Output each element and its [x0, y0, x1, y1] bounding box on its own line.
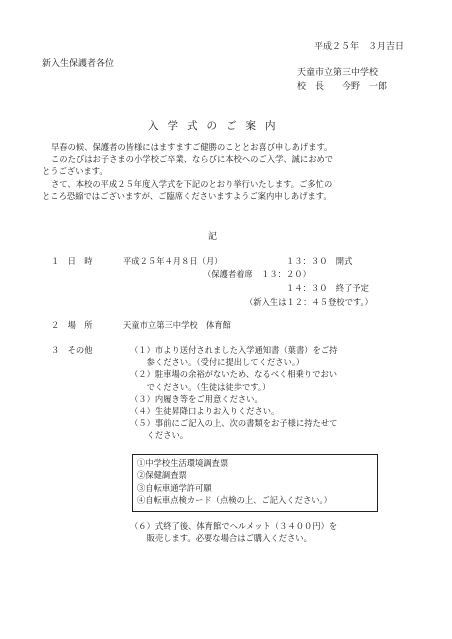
other-line: でください。（生徒は徒歩です。）: [130, 381, 271, 392]
sender-principal: 校 長 今野 一郎: [297, 82, 388, 92]
intro-line: このたびはお子さまの小学校ご卒業、ならびに本校へのご入学、誠におめで: [51, 154, 334, 165]
intro-line: 早春の候、保護者の皆様にはますますご健勝のこととお喜び申しあげます。: [51, 142, 333, 152]
other-list: [130, 344, 337, 442]
other-list-last: [130, 520, 337, 544]
document-item: ②保健調査票: [137, 470, 187, 481]
datetime-close: １４：３０ 終了予定: [286, 283, 369, 293]
recipient: 新入生保護者各位: [42, 59, 115, 69]
other-line: 参ください。（受付に提出してください。）: [130, 357, 305, 368]
place-label: ２ 場 所: [51, 320, 93, 330]
intro-paragraph: [42, 141, 333, 202]
intro-line: さて、本校の平成２５年度入学式を下記のとおり挙行いたします。ご多忙の: [51, 178, 333, 189]
sender-school: 天童市立第三中学校: [297, 68, 379, 78]
intro-line: とうございます。: [42, 166, 108, 177]
datetime-open: １３：３０ 開式: [286, 256, 353, 266]
datetime-students: （新入生は１２：４５登校です。）: [245, 297, 373, 307]
other-line: （２）駐車場の余裕がないため、なるべく相乗りでおい: [130, 369, 338, 380]
document-item: ①中学校生活環境調査票: [137, 458, 229, 468]
document-item: ③自転車通学許可願: [137, 482, 212, 493]
document-item: ④自転車点検カード（点検の上、ご記入ください。）: [137, 495, 332, 506]
other-line: （３）内履き等をご用意ください。: [130, 393, 263, 404]
other-line: （６）式終了後、体育館でヘルメット（３４００円）を: [130, 521, 338, 531]
other-line: ください。: [130, 430, 189, 441]
datetime-date: 平成２５年４月８日（月）: [123, 256, 223, 266]
other-line: （５）事前にご記入の上、次の書類をお子様に持たせて: [130, 418, 338, 429]
datetime-guardian: （保護者着席 １３：２０）: [203, 269, 311, 279]
intro-line: ところ恐縮ではございますが、ご臨席くださいますようご案内申しあげます。: [42, 190, 332, 201]
document-date: 平成２５年 ３月吉日: [314, 42, 405, 52]
other-line: 販売します。必要な場合はご購入ください。: [130, 533, 312, 544]
other-line: （１）市より送付されました入学通知書（葉書）をご持: [130, 345, 338, 355]
datetime-label: １ 日 時: [51, 256, 93, 266]
other-label: ３ その他: [51, 345, 93, 355]
page-title: 入学式のご案内: [148, 120, 285, 132]
documents-box: [132, 454, 378, 512]
ki-heading: 記: [208, 232, 218, 242]
place-value: 天童市立第三中学校 体育館: [123, 320, 231, 330]
other-line: （４）生徒昇降口よりお入りください。: [130, 406, 280, 417]
